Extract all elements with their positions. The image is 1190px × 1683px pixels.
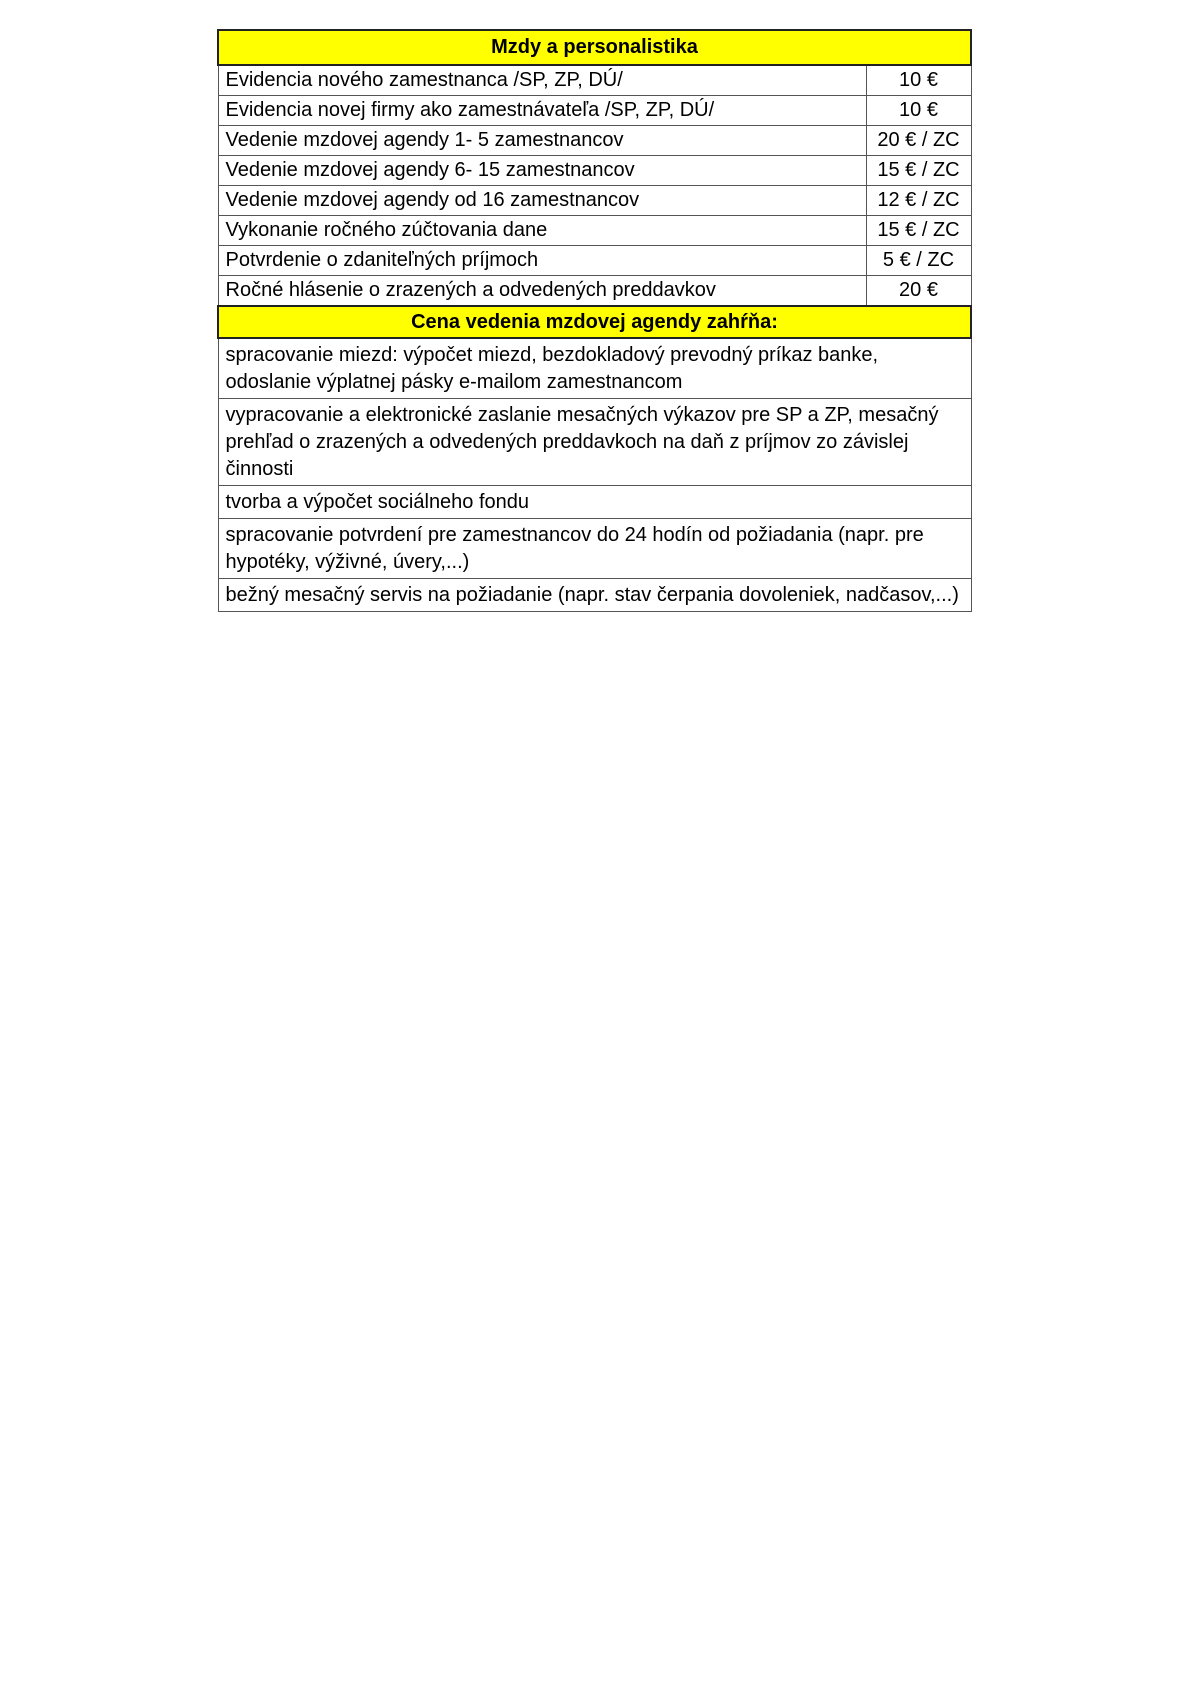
service-price: 20 € bbox=[866, 276, 971, 307]
table-row bbox=[218, 216, 971, 246]
service-name: Vedenie mzdovej agendy 6- 15 zamestnancov bbox=[218, 156, 866, 186]
price-list-table bbox=[217, 29, 972, 612]
table-row bbox=[218, 156, 971, 186]
service-price: 10 € bbox=[866, 96, 971, 126]
service-price: 10 € bbox=[866, 65, 971, 96]
list-item bbox=[218, 338, 971, 399]
service-price: 12 € / ZC bbox=[866, 186, 971, 216]
table-row bbox=[218, 126, 971, 156]
table-row bbox=[218, 65, 971, 96]
table-title-row bbox=[218, 30, 971, 65]
service-name: Evidencia nového zamestnanca /SP, ZP, DÚ/ bbox=[218, 65, 866, 96]
included-service: spracovanie potvrdení pre zamestnancov do 24 hodín od požiadania (napr. pre hypotéky, výživné, úvery,...) bbox=[218, 519, 971, 579]
included-service: bežný mesačný servis na požiadanie (napr. stav čerpania dovoleniek, nadčasov,...) bbox=[218, 579, 971, 612]
included-service: vypracovanie a elektronické zaslanie mesačných výkazov pre SP a ZP, mesačný prehľad o zrazených a odvedených preddavkoch na daň z príjmov zo závislej činnosti bbox=[218, 399, 971, 486]
service-name: Vedenie mzdovej agendy 1- 5 zamestnancov bbox=[218, 126, 866, 156]
table-row bbox=[218, 186, 971, 216]
included-service: spracovanie miezd: výpočet miezd, bezdokladový prevodný príkaz banke, odoslanie výplatnej pásky e-mailom zamestnancom bbox=[218, 338, 971, 399]
table-row bbox=[218, 276, 971, 307]
service-price: 15 € / ZC bbox=[866, 156, 971, 186]
table-row bbox=[218, 246, 971, 276]
service-price: 15 € / ZC bbox=[866, 216, 971, 246]
list-item bbox=[218, 579, 971, 612]
service-name: Evidencia novej firmy ako zamestnávateľa /SP, ZP, DÚ/ bbox=[218, 96, 866, 126]
includes-header-row bbox=[218, 306, 971, 338]
service-name: Vykonanie ročného zúčtovania dane bbox=[218, 216, 866, 246]
list-item bbox=[218, 486, 971, 519]
includes-header: Cena vedenia mzdovej agendy zahŕňa: bbox=[218, 306, 971, 338]
service-name: Potvrdenie o zdaniteľných príjmoch bbox=[218, 246, 866, 276]
list-item bbox=[218, 519, 971, 579]
service-price: 20 € / ZC bbox=[866, 126, 971, 156]
table-title: Mzdy a personalistika bbox=[218, 30, 971, 65]
service-name: Ročné hlásenie o zrazených a odvedených preddavkov bbox=[218, 276, 866, 307]
service-price: 5 € / ZC bbox=[866, 246, 971, 276]
table-row bbox=[218, 96, 971, 126]
list-item bbox=[218, 399, 971, 486]
included-service: tvorba a výpočet sociálneho fondu bbox=[218, 486, 971, 519]
service-name: Vedenie mzdovej agendy od 16 zamestnancov bbox=[218, 186, 866, 216]
